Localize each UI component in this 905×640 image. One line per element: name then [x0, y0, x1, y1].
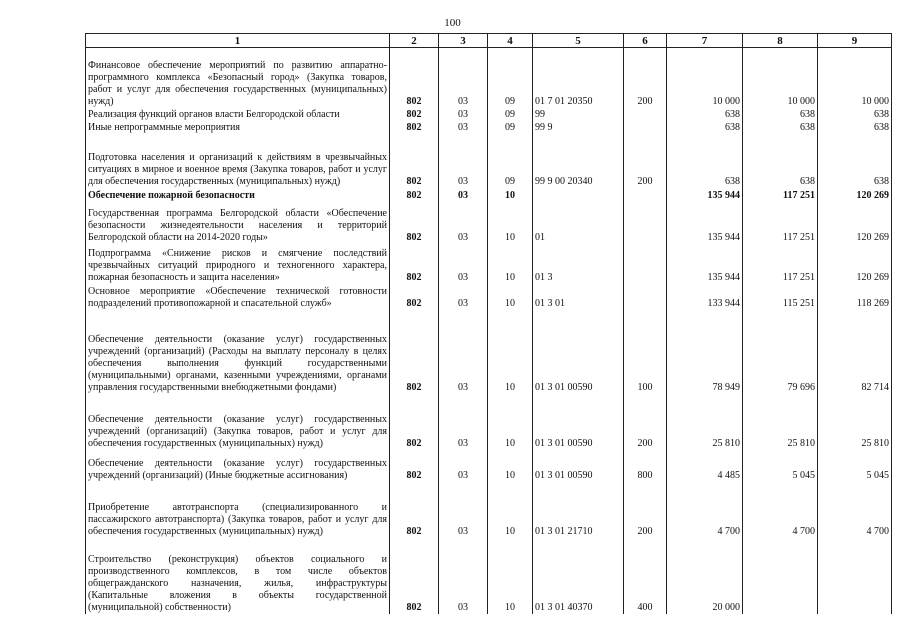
amount-year-2: 79 696	[743, 310, 818, 394]
row-description: Реализация функций органов власти Белгородской области	[86, 108, 390, 121]
expense-type-code	[624, 244, 667, 284]
amount-year-1: 135 944	[667, 188, 743, 202]
target-article-code	[533, 188, 624, 202]
table-row	[86, 450, 892, 482]
page-number: 100	[444, 17, 461, 29]
row-description: Обеспечение пожарной безопасности	[86, 188, 390, 202]
col-header: 3	[439, 34, 488, 48]
amount-year-3: 4 700	[818, 482, 892, 538]
table-row	[86, 48, 892, 108]
budget-table	[85, 33, 892, 614]
header-row	[86, 34, 892, 48]
subsection-code: 10	[488, 284, 533, 310]
col-header: 1	[86, 34, 390, 48]
col-header: 5	[533, 34, 624, 48]
section-code: 03	[439, 244, 488, 284]
section-code: 03	[439, 450, 488, 482]
grbs-code: 802	[390, 134, 439, 188]
grbs-code: 802	[390, 48, 439, 108]
expense-type-code: 800	[624, 450, 667, 482]
grbs-code: 802	[390, 121, 439, 134]
row-description: Иные непрограммные мероприятия	[86, 121, 390, 134]
subsection-code: 09	[488, 108, 533, 121]
amount-year-1: 25 810	[667, 394, 743, 450]
section-code: 03	[439, 121, 488, 134]
section-code: 03	[439, 108, 488, 121]
target-article-code: 01	[533, 202, 624, 244]
col-header: 4	[488, 34, 533, 48]
amount-year-2: 638	[743, 134, 818, 188]
expense-type-code: 200	[624, 134, 667, 188]
section-code: 03	[439, 310, 488, 394]
amount-year-2: 638	[743, 108, 818, 121]
grbs-code: 802	[390, 244, 439, 284]
table-row	[86, 108, 892, 121]
grbs-code: 802	[390, 310, 439, 394]
amount-year-1: 20 000	[667, 538, 743, 614]
amount-year-2: 4 700	[743, 482, 818, 538]
amount-year-3: 638	[818, 121, 892, 134]
amount-year-3: 638	[818, 134, 892, 188]
amount-year-1: 4 700	[667, 482, 743, 538]
section-code: 03	[439, 188, 488, 202]
subsection-code: 10	[488, 244, 533, 284]
section-code: 03	[439, 134, 488, 188]
row-description: Подготовка населения и организаций к действиям в чрезвычайных ситуациях в мирное и военное время (Закупка товаров, работ и услуг для обеспечения государственных (муниципальных) нужд)	[86, 134, 390, 188]
amount-year-3: 10 000	[818, 48, 892, 108]
target-article-code: 01 3 01 00590	[533, 394, 624, 450]
row-description: Обеспечение деятельности (оказание услуг) государственных учреждений (организаций) (Закупка товаров, работ и услуг для обеспечения государственных (муниципальных) нужд)	[86, 394, 390, 450]
amount-year-2: 638	[743, 121, 818, 134]
expense-type-code	[624, 121, 667, 134]
table-row	[86, 284, 892, 310]
target-article-code: 01 7 01 20350	[533, 48, 624, 108]
col-header: 2	[390, 34, 439, 48]
table-row	[86, 538, 892, 614]
expense-type-code	[624, 284, 667, 310]
section-code: 03	[439, 538, 488, 614]
row-description: Основное мероприятие «Обеспечение технической готовности подразделений противопожарной и спасательной служб»	[86, 284, 390, 310]
amount-year-1: 638	[667, 134, 743, 188]
amount-year-3: 120 269	[818, 244, 892, 284]
grbs-code: 802	[390, 188, 439, 202]
amount-year-1: 638	[667, 121, 743, 134]
subsection-code: 10	[488, 450, 533, 482]
target-article-code: 01 3 01 21710	[533, 482, 624, 538]
amount-year-3: 638	[818, 108, 892, 121]
section-code: 03	[439, 202, 488, 244]
target-article-code: 99 9	[533, 121, 624, 134]
col-header: 9	[818, 34, 892, 48]
row-description: Обеспечение деятельности (оказание услуг) государственных учреждений (организаций) (Иные бюджетные ассигнования)	[86, 450, 390, 482]
expense-type-code: 200	[624, 482, 667, 538]
grbs-code: 802	[390, 538, 439, 614]
amount-year-2: 10 000	[743, 48, 818, 108]
subsection-code: 10	[488, 482, 533, 538]
subsection-code: 09	[488, 121, 533, 134]
amount-year-3	[818, 538, 892, 614]
expense-type-code: 200	[624, 394, 667, 450]
grbs-code: 802	[390, 450, 439, 482]
expense-type-code: 100	[624, 310, 667, 394]
section-code: 03	[439, 394, 488, 450]
table-row	[86, 134, 892, 188]
target-article-code: 01 3 01 40370	[533, 538, 624, 614]
col-header: 8	[743, 34, 818, 48]
target-article-code: 01 3 01 00590	[533, 310, 624, 394]
amount-year-3: 25 810	[818, 394, 892, 450]
grbs-code: 802	[390, 202, 439, 244]
expense-type-code: 400	[624, 538, 667, 614]
amount-year-2: 5 045	[743, 450, 818, 482]
col-header: 7	[667, 34, 743, 48]
table-row	[86, 202, 892, 244]
target-article-code: 01 3 01 00590	[533, 450, 624, 482]
amount-year-3: 120 269	[818, 188, 892, 202]
row-description: Финансовое обеспечение мероприятий по развитию аппаратно-программного комплекса «Безопасный город» (Закупка товаров, работ и услуг для обеспечения государственных (муниципальных) нужд)	[86, 48, 390, 108]
subsection-code: 10	[488, 188, 533, 202]
amount-year-3: 82 714	[818, 310, 892, 394]
subsection-code: 10	[488, 538, 533, 614]
expense-type-code	[624, 108, 667, 121]
row-description: Подпрограмма «Снижение рисков и смягчение последствий чрезвычайных ситуаций природного и техногенного характера, пожарная безопасность и защита населения»	[86, 244, 390, 284]
amount-year-1: 10 000	[667, 48, 743, 108]
amount-year-2	[743, 538, 818, 614]
target-article-code: 99 9 00 20340	[533, 134, 624, 188]
row-description: Строительство (реконструкция) объектов социального и производственного комплексов, в том числе объектов общегражданского назначения, жилья, инфраструктуры (Капитальные вложения в объекты государственной (муниципальной) собственности)	[86, 538, 390, 614]
grbs-code: 802	[390, 482, 439, 538]
amount-year-1: 135 944	[667, 244, 743, 284]
amount-year-1: 133 944	[667, 284, 743, 310]
row-description: Государственная программа Белгородской области «Обеспечение безопасности жизнедеятельности населения и территорий Белгородской области на 2014-2020 годы»	[86, 202, 390, 244]
expense-type-code	[624, 188, 667, 202]
section-code: 03	[439, 284, 488, 310]
amount-year-2: 117 251	[743, 188, 818, 202]
amount-year-1: 135 944	[667, 202, 743, 244]
target-article-code: 01 3 01	[533, 284, 624, 310]
amount-year-1: 638	[667, 108, 743, 121]
amount-year-3: 5 045	[818, 450, 892, 482]
subsection-code: 09	[488, 134, 533, 188]
subsection-code: 09	[488, 48, 533, 108]
target-article-code: 01 3	[533, 244, 624, 284]
row-description: Приобретение автотранспорта (специализированного и пассажирского автотранспорта) (Закупка товаров, работ и услуг для обеспечения государственных (муниципальных) нужд)	[86, 482, 390, 538]
amount-year-2: 117 251	[743, 244, 818, 284]
grbs-code: 802	[390, 108, 439, 121]
section-code: 03	[439, 482, 488, 538]
expense-type-code: 200	[624, 48, 667, 108]
table-row	[86, 482, 892, 538]
table-row	[86, 188, 892, 202]
table-row	[86, 310, 892, 394]
amount-year-2: 25 810	[743, 394, 818, 450]
subsection-code: 10	[488, 202, 533, 244]
amount-year-3: 118 269	[818, 284, 892, 310]
grbs-code: 802	[390, 284, 439, 310]
table-row	[86, 244, 892, 284]
amount-year-1: 78 949	[667, 310, 743, 394]
grbs-code: 802	[390, 394, 439, 450]
table-body	[86, 48, 892, 614]
table-row	[86, 394, 892, 450]
expense-type-code	[624, 202, 667, 244]
subsection-code: 10	[488, 394, 533, 450]
target-article-code: 99	[533, 108, 624, 121]
table-row	[86, 121, 892, 134]
amount-year-2: 115 251	[743, 284, 818, 310]
row-description: Обеспечение деятельности (оказание услуг) государственных учреждений (организаций) (Расходы на выплату персоналу в целях обеспечения выполнения функций государственными (муниципальными) органами, казенными учреждениями, органами управления государственными внебюджетными фондами)	[86, 310, 390, 394]
subsection-code: 10	[488, 310, 533, 394]
amount-year-2: 117 251	[743, 202, 818, 244]
amount-year-3: 120 269	[818, 202, 892, 244]
col-header: 6	[624, 34, 667, 48]
section-code: 03	[439, 48, 488, 108]
amount-year-1: 4 485	[667, 450, 743, 482]
